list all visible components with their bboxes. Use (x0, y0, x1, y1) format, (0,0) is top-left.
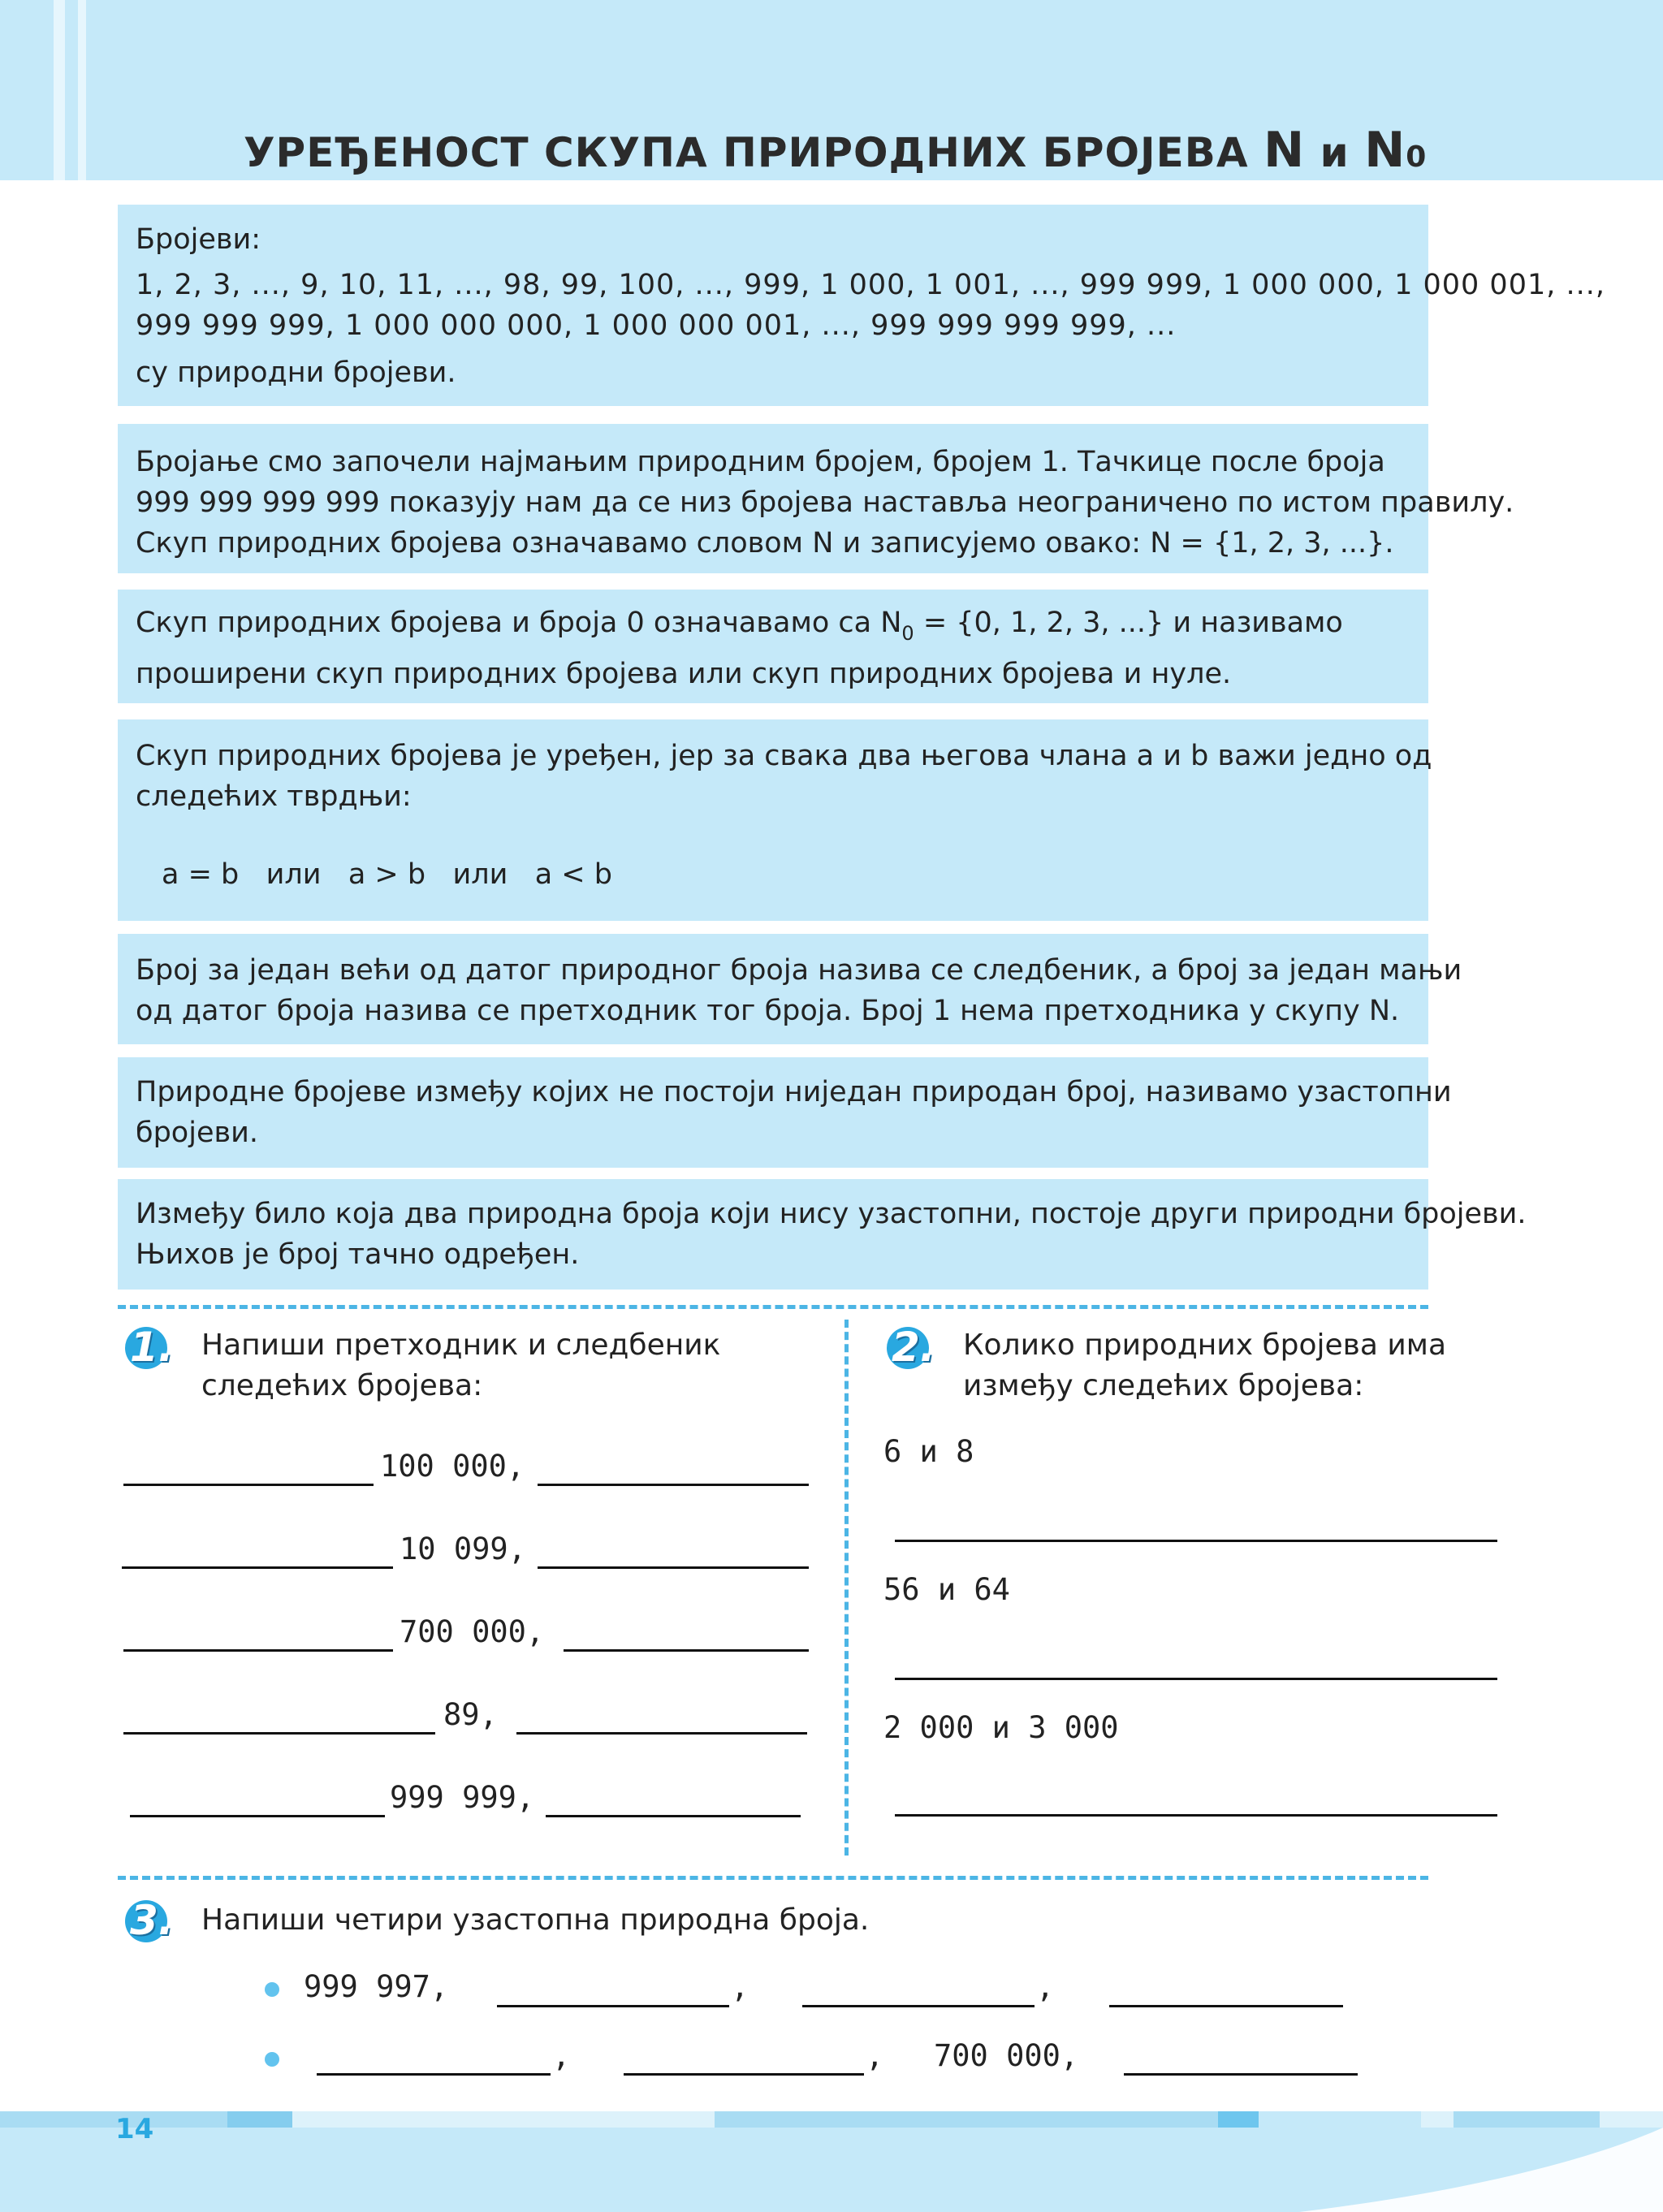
exercise-number-badge (887, 1324, 940, 1371)
answer-blank[interactable] (895, 1678, 1497, 1680)
badge-digit: 1. (130, 1324, 174, 1371)
answer-blank[interactable] (895, 1814, 1497, 1817)
title-set-n0: N (1364, 122, 1406, 179)
info-box-numbers (118, 205, 1605, 406)
section-divider (118, 1305, 1428, 1309)
comma: , (731, 1969, 749, 2004)
title-text: УРЕЂЕНОСТ СКУПА ПРИРОДНИХ БРОЈЕВА (244, 129, 1249, 176)
title-set-n: N (1263, 122, 1306, 179)
footer-strip (1218, 2111, 1259, 2128)
footer-strip (292, 2111, 715, 2128)
answer-blank[interactable] (802, 2005, 1035, 2007)
box-text: Природне бројеве између којих не постоји ниједан природан број, називамо узастопни (136, 1076, 1452, 1108)
answer-blank[interactable] (516, 1732, 807, 1735)
badge-digit: 2. (892, 1324, 935, 1371)
given-number: 700 000, (934, 2038, 1079, 2073)
answer-blank[interactable] (130, 1815, 385, 1817)
answer-blank[interactable] (123, 1649, 393, 1652)
answer-blank[interactable] (624, 2073, 864, 2076)
column-divider (844, 1320, 849, 1856)
box-text: бројеви. (136, 1117, 258, 1149)
answer-blank[interactable] (123, 1732, 435, 1735)
comma: , (1036, 1969, 1055, 2004)
box-text: 999 999 999 999 показују нам да се низ бројева наставља неограничено по истом правилу. (136, 486, 1514, 519)
given-number: 999 997, (304, 1969, 449, 2004)
subscript: 0 (901, 622, 914, 645)
header-stripe (54, 0, 65, 180)
title-and: и (1320, 129, 1350, 176)
info-box-counting (118, 424, 1514, 573)
comma: , (552, 2038, 571, 2073)
answer-blank[interactable] (564, 1649, 809, 1652)
box-text: Између било која два природна броја који нису узастопни, постоје други природни бројеви. (136, 1198, 1527, 1230)
bullet-icon (265, 2052, 279, 2067)
box-text: Скуп природних бројева је уређен, јер за свака два његова члана a и b важи једно од (136, 740, 1432, 772)
given-number: 999 999, (390, 1780, 535, 1815)
info-box-successor (118, 934, 1462, 1044)
title-set-n0-subscript: 0 (1406, 140, 1428, 174)
given-number: 89, (443, 1697, 498, 1732)
header-stripe (78, 0, 86, 180)
info-box-consecutive (118, 1057, 1452, 1168)
box-text: следећих тврдњи: (136, 780, 412, 813)
exercise-number-badge (125, 1897, 179, 1944)
answer-blank[interactable] (1124, 2073, 1358, 2076)
answer-blank[interactable] (895, 1540, 1497, 1542)
relation-formula: a = b или a > b или a < b (162, 858, 612, 891)
box-text: су природни бројеви. (136, 356, 456, 389)
given-number: 700 000, (400, 1614, 545, 1649)
page-number: 14 (115, 2113, 154, 2145)
box-text-line (136, 603, 1410, 654)
answer-blank[interactable] (546, 1815, 801, 1817)
answer-blank[interactable] (122, 1566, 393, 1569)
footer-strip (1421, 2111, 1454, 2128)
given-number: 10 099, (400, 1532, 526, 1566)
box-text: 999 999 999, 1 000 000 000, 1 000 000 001, ..., 999 999 999 999, ... (136, 309, 1177, 342)
footer-strip (227, 2111, 292, 2128)
box-text: 1, 2, 3, ..., 9, 10, 11, ..., 98, 99, 100, ..., 999, 1 000, 1 001, ..., 999 999, 1 000 000, 1 000 001, ..., (136, 269, 1605, 301)
instruction-line: следећих бројева: (201, 1369, 483, 1402)
box-text: од датог броја назива се претходник тог броја. Број 1 нема претходника у скупу N. (136, 995, 1400, 1027)
number-pair: 2 000 и 3 000 (883, 1710, 1119, 1745)
info-box-ordered-set (118, 719, 1432, 921)
answer-blank[interactable] (497, 2005, 729, 2007)
box-text: Скуп природних бројева означавамо словом N и записујемо овако: N = {1, 2, 3, ...}. (136, 527, 1394, 559)
answer-blank[interactable] (123, 1484, 374, 1486)
box-text: = {0, 1, 2, 3, ...} и називамо (914, 607, 1343, 639)
box-text: Бројање смо започели најмањим природним бројем, бројем 1. Тачкице после броја (136, 446, 1385, 478)
box-text: проширени скуп природних бројева или скуп природних бројева и нуле. (136, 658, 1232, 690)
given-number: 100 000, (380, 1449, 525, 1484)
section-divider (118, 1876, 1428, 1880)
box-text: Број за један већи од датог природног броја назива се следбеник, а број за један мањи (136, 954, 1462, 987)
footer-strip (1454, 2111, 1600, 2128)
exercise-3-instruction: Напиши четири узастопна природна броја. (201, 1903, 870, 1937)
answer-blank[interactable] (538, 1566, 809, 1569)
answer-blank[interactable] (1109, 2005, 1343, 2007)
answer-blank[interactable] (317, 2073, 551, 2076)
footer-strip (1259, 2111, 1421, 2128)
bullet-icon (265, 1982, 279, 1997)
info-box-between (118, 1179, 1527, 1290)
comma: , (866, 2038, 884, 2073)
number-pair: 6 и 8 (883, 1434, 974, 1469)
instruction-line: између следећих бројева: (963, 1369, 1364, 1402)
number-pair: 56 и 64 (883, 1572, 1010, 1607)
instruction-line: Колико природних бројева има (963, 1328, 1447, 1362)
info-box-extended-set (118, 590, 1428, 703)
header-divider (0, 180, 1663, 185)
box-text: Њихов је број тачно одређен. (136, 1238, 580, 1271)
instruction-line: Напиши претходник и следбеник (201, 1328, 721, 1362)
exercise-number-badge (125, 1324, 179, 1371)
exercise-1-instruction (201, 1325, 720, 1406)
footer-curve (1299, 2128, 1663, 2212)
box-text: Скуп природних бројева и броја 0 означавамо са N (136, 607, 902, 639)
box-label: Бројеви: (136, 223, 261, 256)
page-title (244, 122, 1427, 179)
exercise-2-instruction (963, 1325, 1446, 1406)
footer-strip (1600, 2111, 1663, 2128)
answer-blank[interactable] (538, 1484, 809, 1486)
footer-strip (715, 2111, 1218, 2128)
badge-digit: 3. (130, 1897, 174, 1944)
